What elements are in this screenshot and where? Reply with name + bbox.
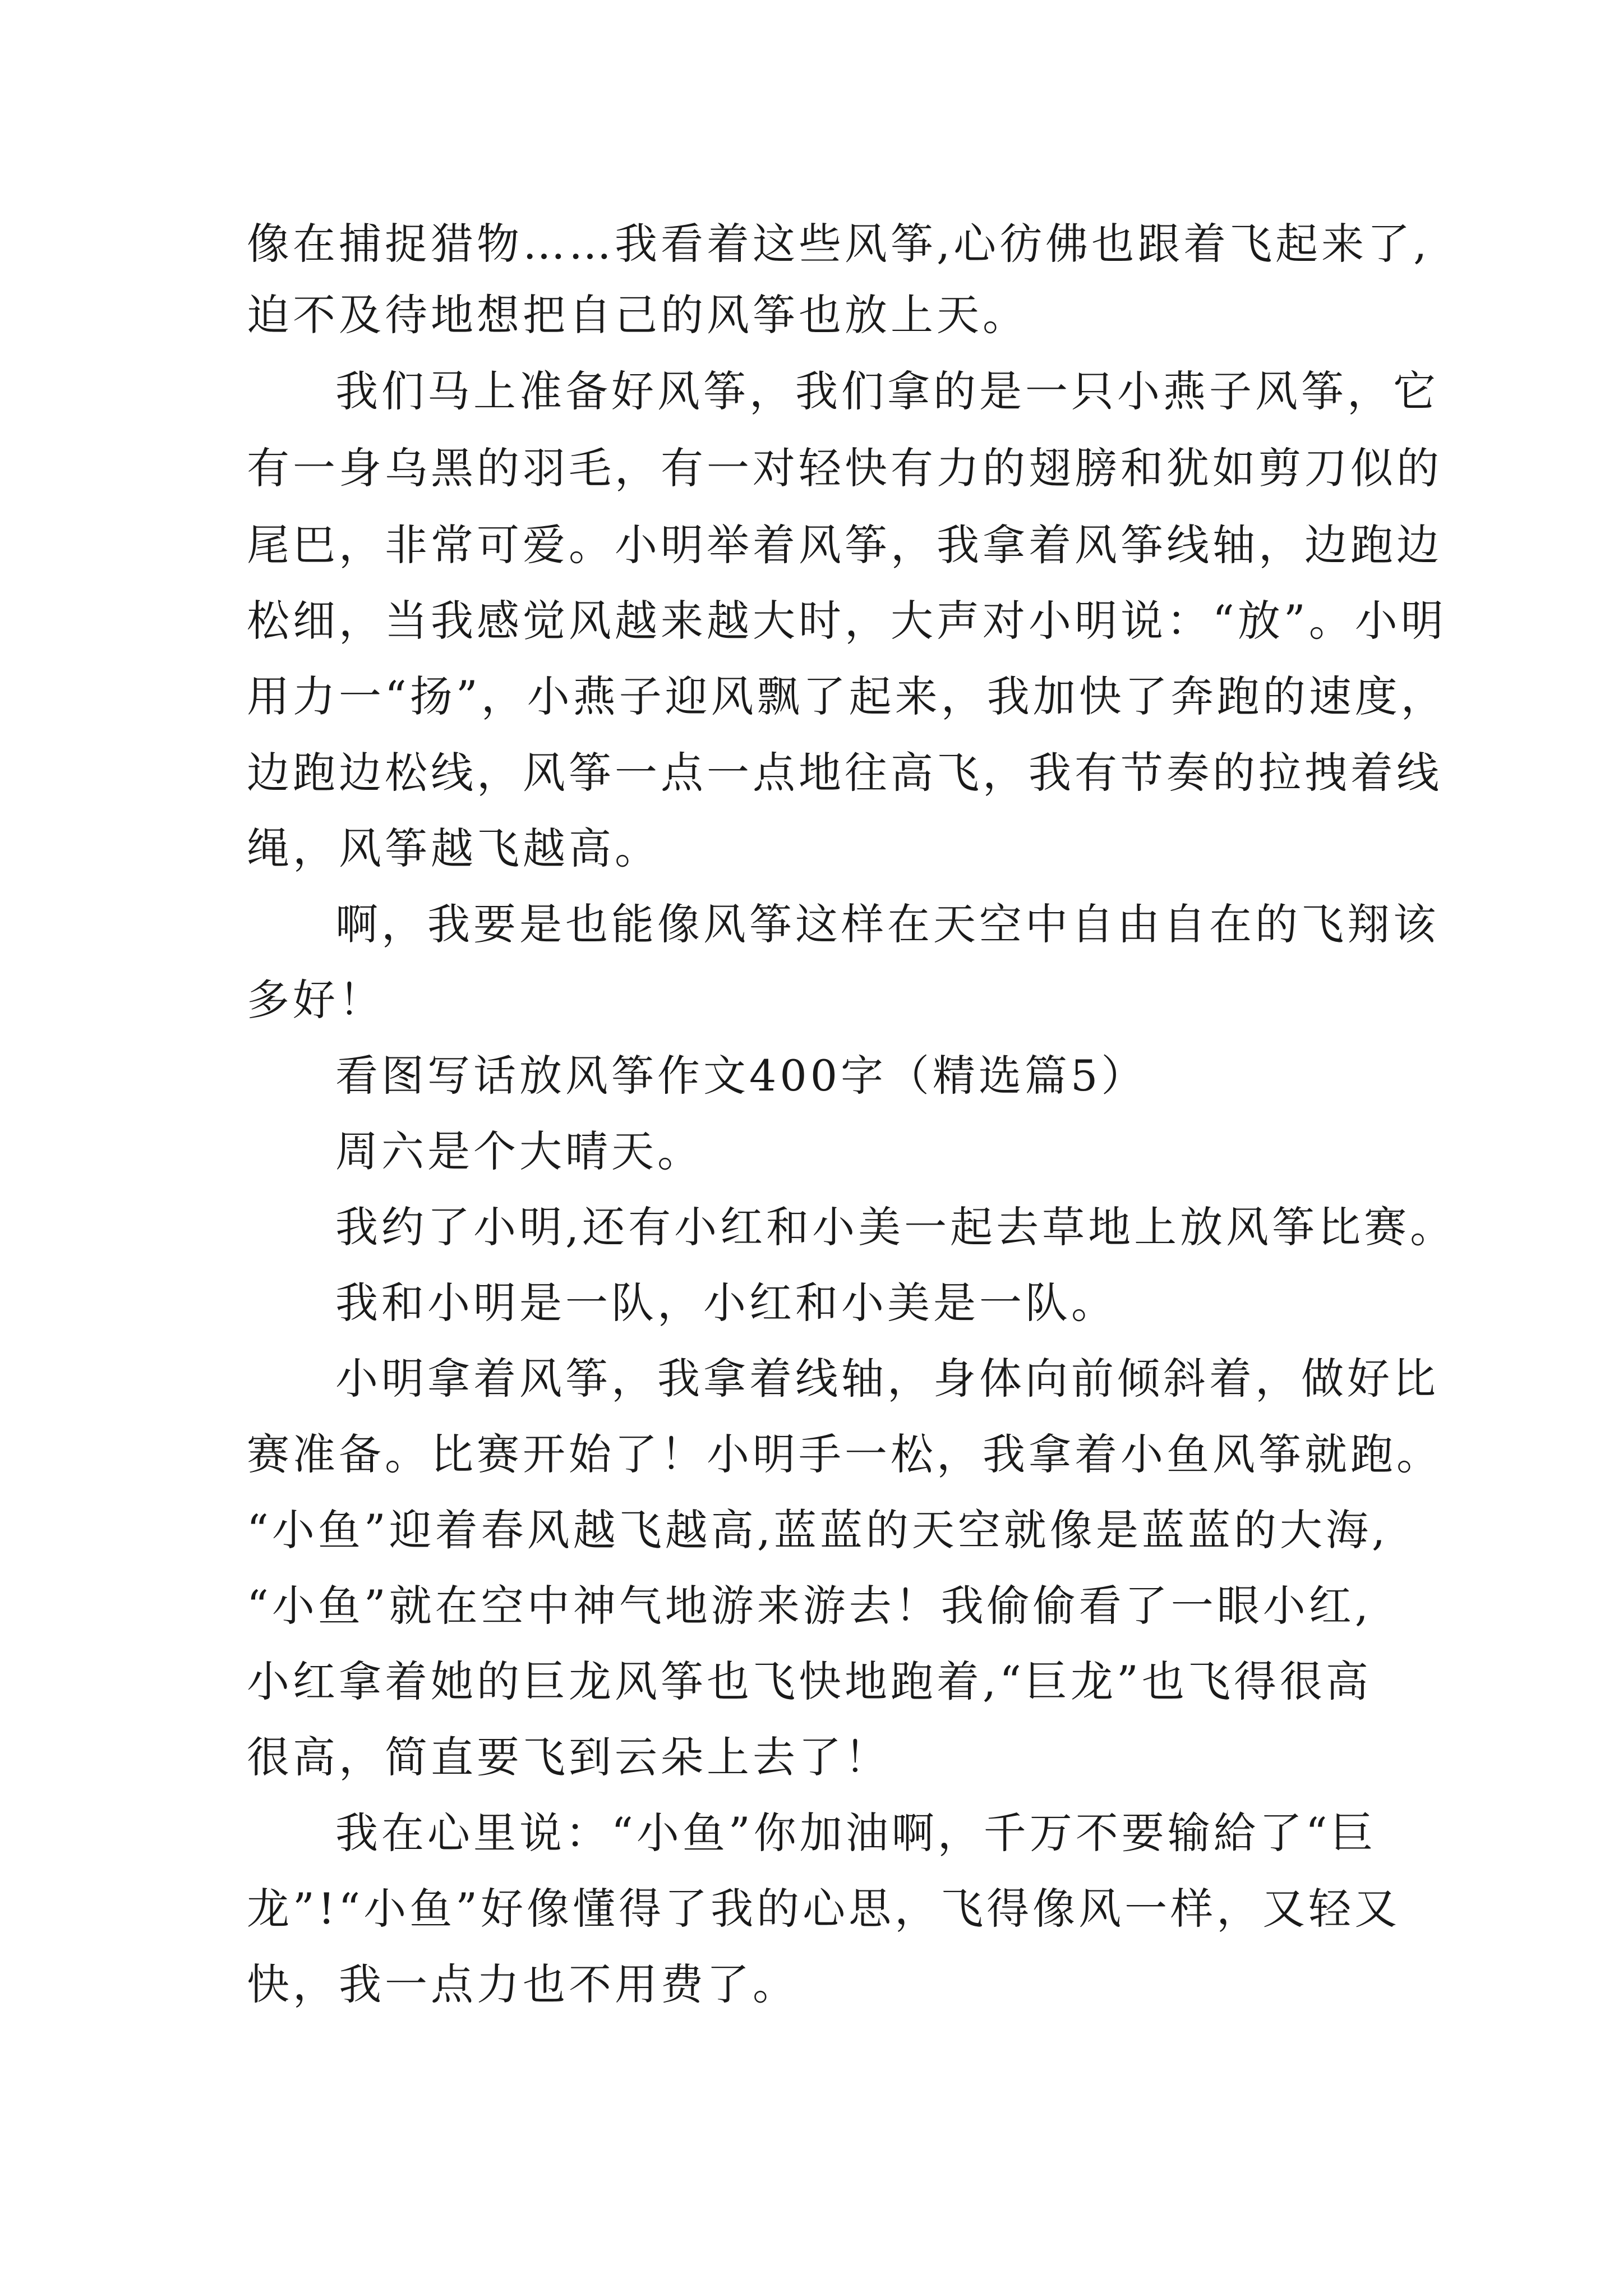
text-line: “小鱼”迎着春风越飞越高,蓝蓝的天空就像是蓝蓝的大海,: [247, 1505, 1389, 1555]
text-line: 龙”!“小鱼”好像懂得了我的心思，飞得像风一样，又轻又: [247, 1884, 1401, 1934]
text-line: 松细，当我感觉风越来越大时，大声对小明说：“放”。小明: [247, 596, 1447, 646]
text-line: 尾巴，非常可爱。小明举着风筝，我拿着风筝线轴，边跑边: [247, 520, 1442, 570]
text-line: 绳，风筝越飞越高。: [247, 823, 661, 873]
section-heading: 看图写话放风筝作文400字（精选篇5）: [335, 1051, 1147, 1101]
text-line: 小明拿着风筝，我拿着线轴，身体向前倾斜着，做好比: [335, 1354, 1439, 1404]
text-line: 我在心里说：“小鱼”你加油啊，千万不要输給了“巨: [335, 1808, 1377, 1858]
text-line: 周六是个大晴天。: [335, 1126, 703, 1176]
text-line: 像在捕捉猎物……我看着这些风筝,心彷佛也跟着飞起来了,: [247, 219, 1431, 269]
text-line: 边跑边松线，风筝一点一点地往高飞，我有节奏的拉拽着线: [247, 748, 1442, 798]
text-line: 我和小明是一队，小红和小美是一队。: [335, 1278, 1117, 1328]
text-line: 我约了小明,还有小红和小美一起去草地上放风筝比赛。: [335, 1202, 1456, 1252]
text-line: “小鱼”就在空中神气地游来游去！我偷偷看了一眼小红,: [247, 1581, 1372, 1631]
text-line: 我们马上准备好风筝，我们拿的是一只小燕子风筝，它: [335, 366, 1439, 416]
text-line: 啊，我要是也能像风筝这样在天空中自由自在的飞翔该: [335, 899, 1439, 949]
text-line: 很高，简直要飞到云朵上去了！: [247, 1732, 891, 1782]
text-line: 迫不及待地想把自己的风筝也放上天。: [247, 290, 1029, 340]
text-line: 多好！: [247, 975, 385, 1025]
text-line: 快，我一点力也不用费了。: [247, 1959, 799, 2009]
text-line: 用力一“扬”，小燕子迎风飘了起来，我加快了奔跑的速度，: [247, 671, 1447, 721]
text-line: 小红拿着她的巨龙风筝也飞快地跑着,“巨龙”也飞得很高: [247, 1657, 1372, 1706]
text-line: 有一身乌黑的羽毛，有一对轻快有力的翅膀和犹如剪刀似的: [247, 443, 1442, 493]
text-line: 赛准备。比赛开始了！小明手一松，我拿着小鱼风筝就跑。: [247, 1429, 1442, 1479]
